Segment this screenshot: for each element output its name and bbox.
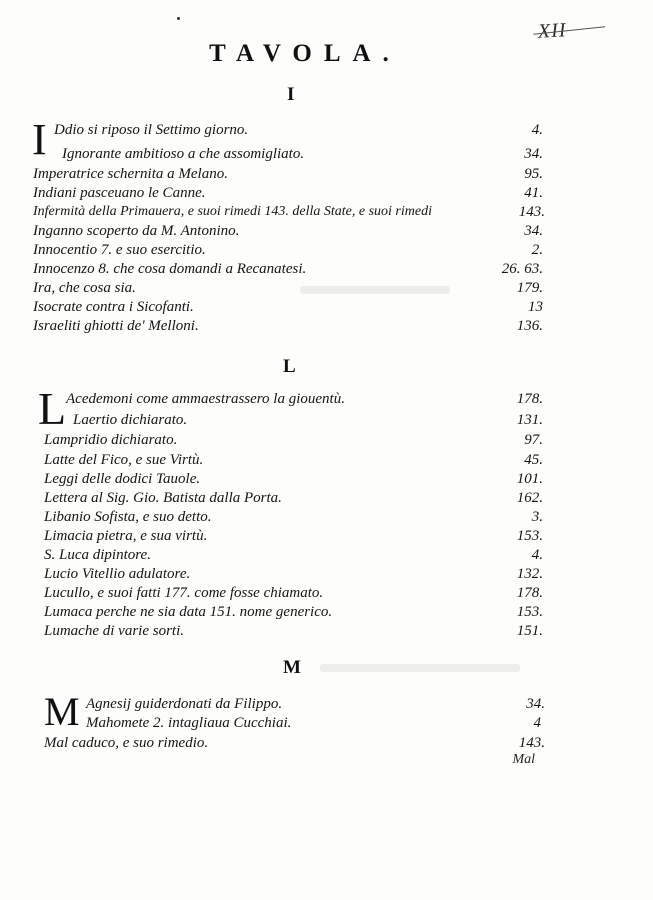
index-entry: [0, 240, 653, 260]
section-heading-i: I: [287, 84, 295, 105]
entry-text: Innocentio 7. e suo esercitio.: [33, 242, 206, 258]
index-entry: [0, 694, 653, 714]
entry-text: Lumaca perche ne sia data 151. nome generico.: [44, 604, 333, 620]
entry-page: 153.: [516, 528, 543, 544]
entry-page: 178.: [516, 391, 543, 407]
dropcap-m: M: [44, 689, 80, 734]
index-entry: [0, 621, 653, 641]
entry-text: Ira, che cosa sia.: [33, 280, 136, 296]
entry-page: 179.: [516, 280, 543, 296]
entry-page: 143.: [518, 735, 545, 751]
ink-bleed: [320, 664, 520, 672]
entry-page: 34.: [524, 223, 543, 239]
entry-page: 101.: [516, 471, 543, 487]
entry-page: 4.: [531, 122, 543, 138]
entry-text: Inganno scoperto da M. Antonino.: [33, 223, 240, 239]
entry-page: 2.: [531, 242, 543, 258]
index-entry: [0, 389, 653, 409]
entry-text: S. Luca dipintore.: [44, 547, 151, 563]
index-entry: [0, 164, 653, 184]
index-entry: [0, 526, 653, 546]
index-entry: [0, 120, 653, 140]
entry-page: 178.: [516, 585, 543, 601]
dropcap-l: L: [38, 383, 67, 434]
entry-text: Innocenzo 8. che cosa domandi a Recanatesi.: [33, 261, 307, 277]
entry-text: Acedemoni come ammaestrassero la giouentù.: [66, 391, 345, 407]
index-entry: [0, 202, 653, 222]
entry-text: Lumache di varie sorti.: [44, 623, 184, 639]
index-entry: [0, 316, 653, 336]
index-entry: [0, 144, 653, 164]
entry-page: 34.: [524, 146, 543, 162]
entry-text: Isocrate contra i Sicofanti.: [33, 299, 194, 315]
entry-page: 97.: [524, 432, 543, 448]
entry-page: 131.: [516, 412, 543, 428]
entry-text: Ddio si riposo il Settimo giorno.: [54, 122, 249, 138]
entry-page: 151.: [516, 623, 543, 639]
entry-text: Lucullo, e suoi fatti 177. come fosse chiamato.: [44, 585, 324, 601]
entry-text: Leggi delle dodici Tauole.: [44, 471, 201, 487]
entry-text: Israeliti ghiotti de' Melloni.: [33, 318, 199, 334]
entry-text: Imperatrice schernita a Melano.: [33, 166, 228, 182]
entry-page: 34.: [526, 696, 545, 712]
entry-page: 95.: [524, 166, 543, 182]
entry-page: 4.: [531, 547, 543, 563]
catchword: Mal: [512, 752, 535, 767]
entry-text: Mahomete 2. intagliaua Cucchiai.: [86, 715, 292, 731]
entry-text: Indiani pasceuano le Canne.: [33, 185, 206, 201]
ink-dot: [177, 17, 180, 20]
entry-page: 136.: [516, 318, 543, 334]
entry-page: 132.: [516, 566, 543, 582]
index-entry: [0, 583, 653, 603]
entry-page: 3.: [531, 509, 543, 525]
entry-page: 162.: [516, 490, 543, 506]
entry-page: 4: [533, 715, 541, 731]
index-entry: [0, 259, 653, 279]
entry-text: Lampridio dichiarato.: [44, 432, 178, 448]
dropcap-i: I: [32, 115, 47, 164]
entry-page: 13: [528, 299, 543, 315]
entry-page: 143.: [518, 204, 545, 220]
entry-text: Limacia pietra, e sua virtù.: [44, 528, 208, 544]
entry-text: Lucio Vitellio adulatore.: [44, 566, 191, 582]
index-entry: [0, 488, 653, 508]
entry-page: 45.: [524, 452, 543, 468]
index-entry: [0, 733, 653, 753]
index-entry: [0, 183, 653, 203]
entry-text: Agnesij guiderdonati da Filippo.: [86, 696, 283, 712]
index-entry: [0, 564, 653, 584]
entry-page: 41.: [524, 185, 543, 201]
index-entry: [0, 410, 653, 430]
entry-text: Ignorante ambitioso a che assomigliato.: [62, 146, 305, 162]
page-title: TAVOLA.: [209, 40, 401, 67]
section-heading-m: M: [283, 657, 301, 678]
entry-text: Mal caduco, e suo rimedio.: [44, 735, 209, 751]
entry-text: Laertio dichiarato.: [73, 412, 188, 428]
entry-text: Libanio Sofista, e suo detto.: [44, 509, 212, 525]
index-entry: [0, 469, 653, 489]
index-entry: [0, 297, 653, 317]
entry-page: 153.: [516, 604, 543, 620]
folio-mark: XII: [537, 19, 568, 43]
entry-text: Infermità della Primauera, e suoi rimedi 143. della State, e suoi rimedi: [33, 204, 432, 219]
section-heading-l: L: [283, 356, 296, 377]
entry-page: 26. 63.: [501, 261, 543, 277]
entry-text: Latte del Fico, e sue Virtù.: [44, 452, 204, 468]
index-entry: [0, 221, 653, 241]
index-entry: [0, 278, 653, 298]
index-entry: [0, 450, 653, 470]
index-entry: [0, 507, 653, 527]
index-entry: [0, 602, 653, 622]
entry-text: Lettera al Sig. Gio. Batista dalla Porta.: [44, 490, 282, 506]
index-entry: [0, 430, 653, 450]
index-entry: [0, 545, 653, 565]
index-entry: [0, 713, 653, 733]
